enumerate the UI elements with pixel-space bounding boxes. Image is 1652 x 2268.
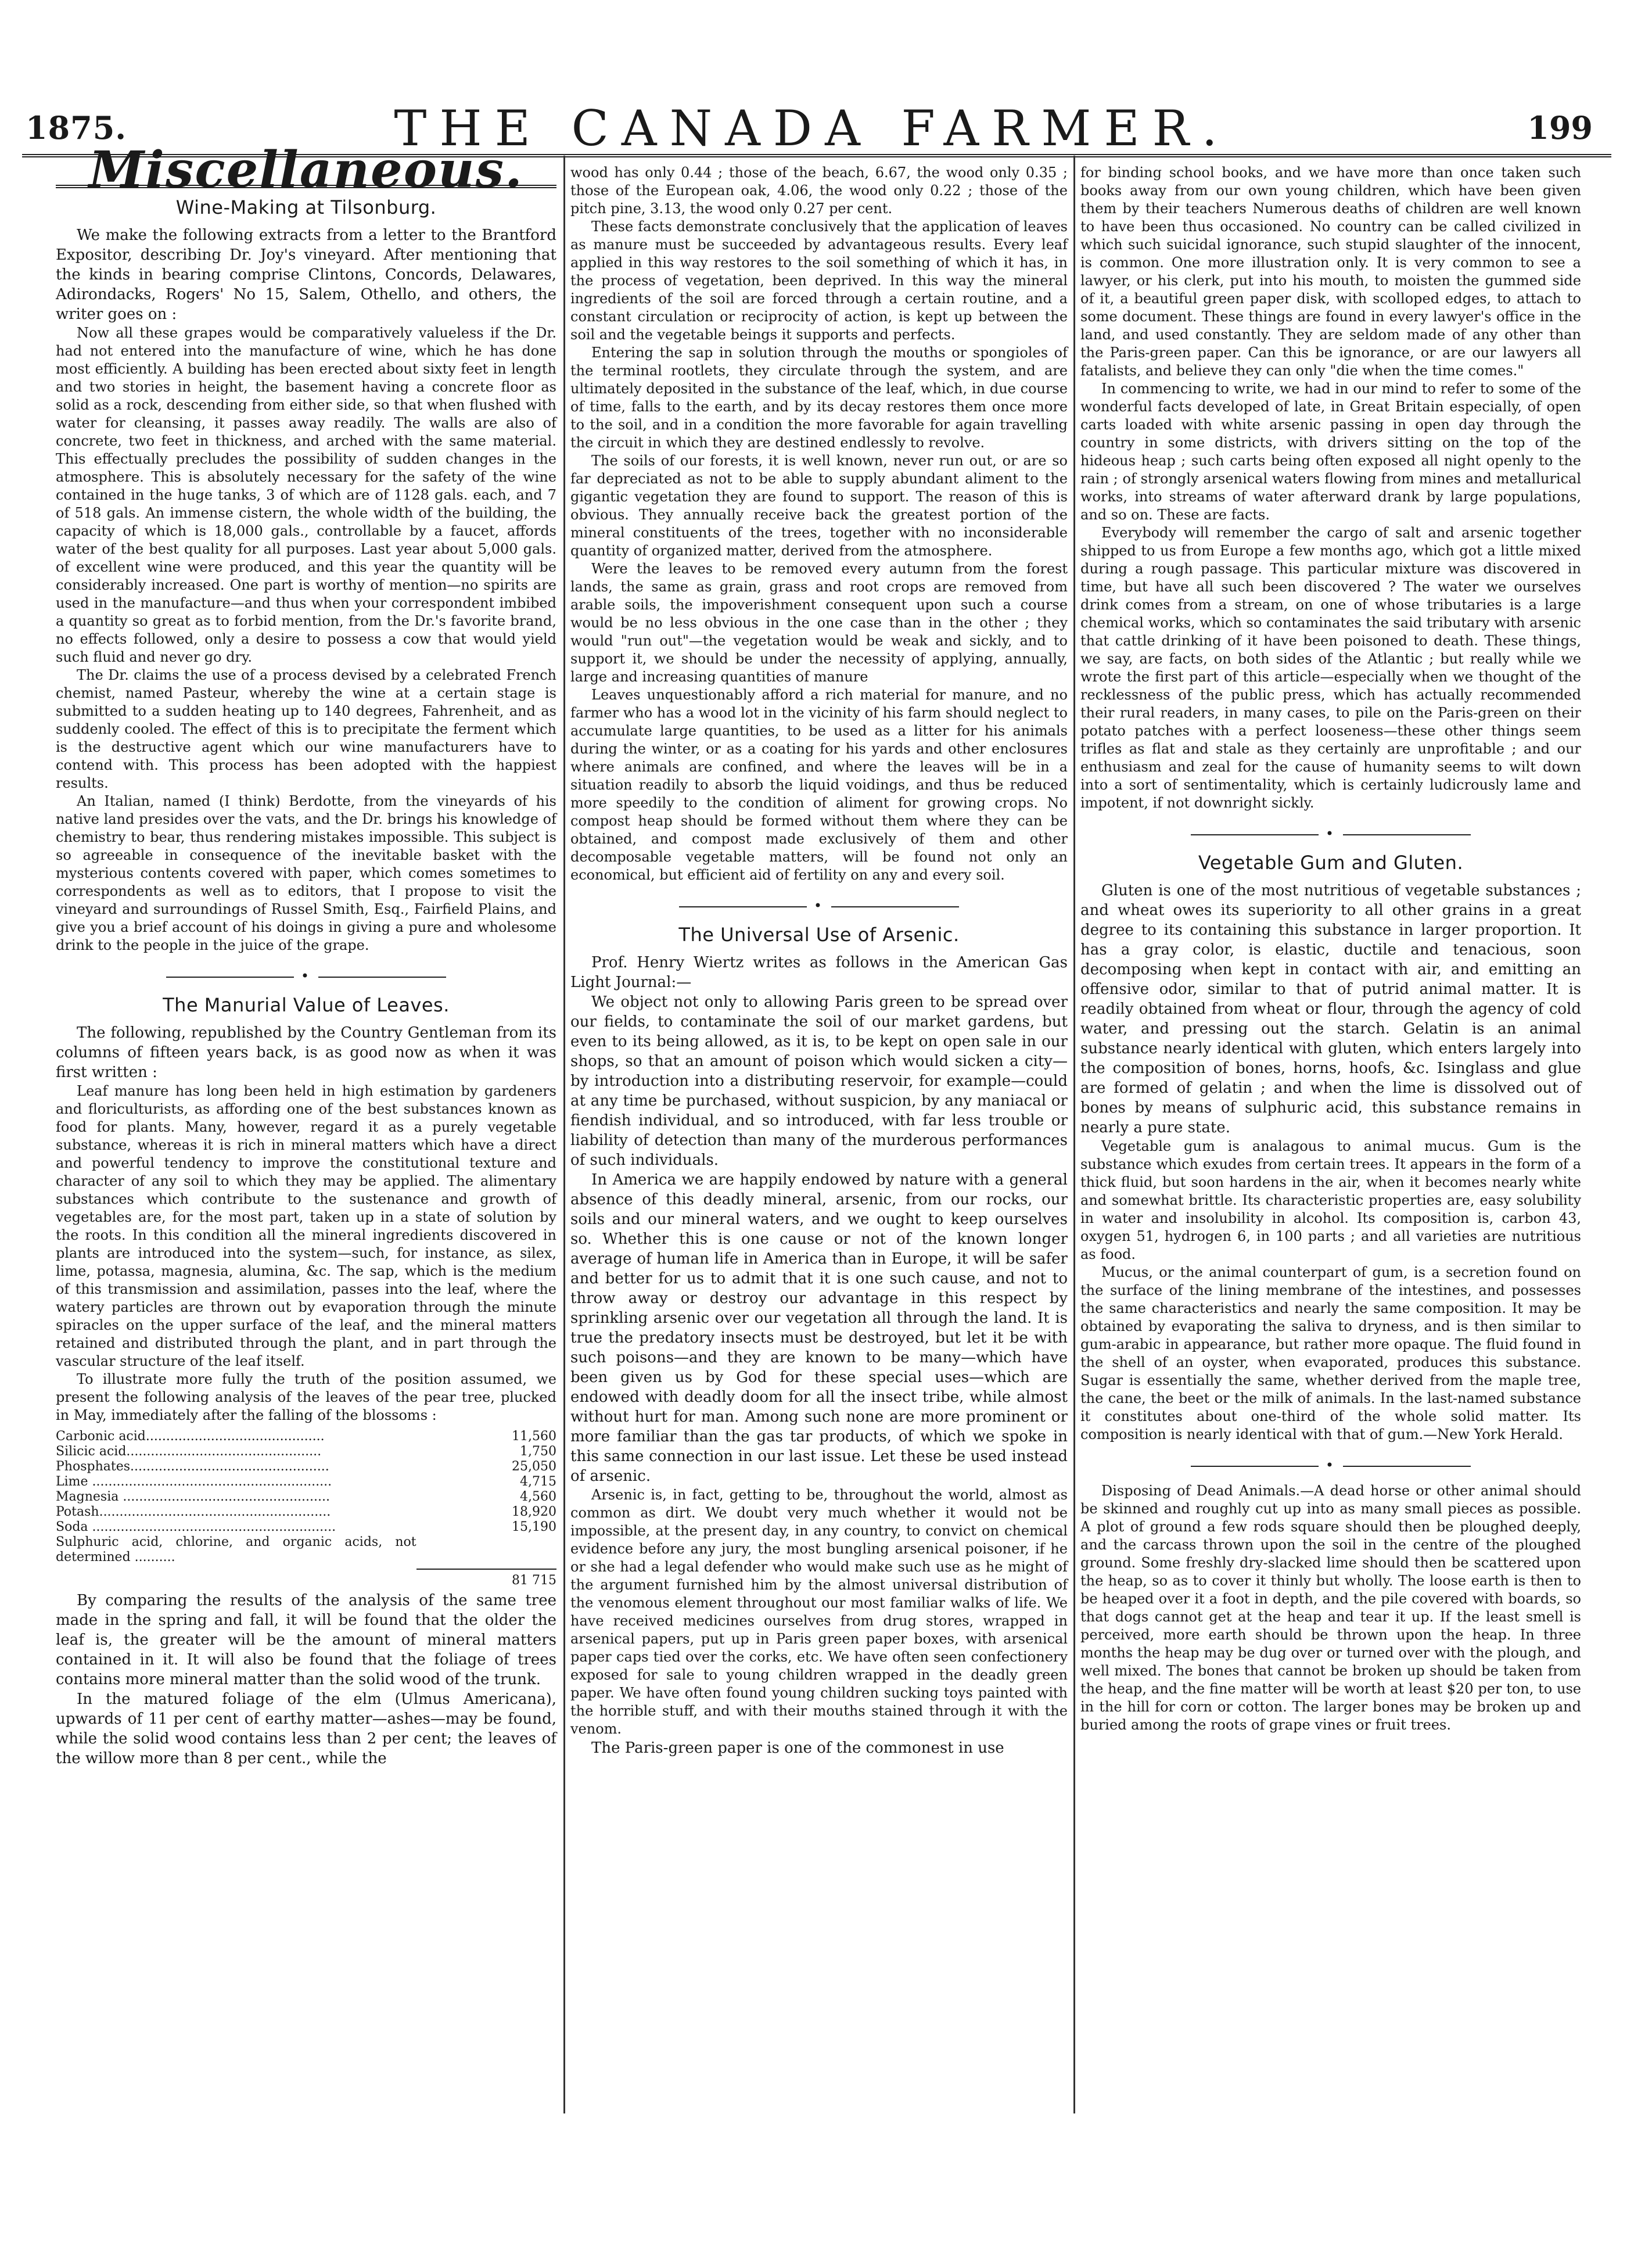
table-row: Carbonic acid............................................ 11,560 (56, 1429, 556, 1444)
paragraph: The following, republished by the Country Gentleman from its columns of fifteen years back, is as good now as when it was first written : (56, 1024, 556, 1081)
paragraph: To illustrate more fully the truth of the position assumed, we present the following analysis of the leaves of the pear tree, plucked in May, immediately after the falling of the blossoms : (56, 1371, 556, 1423)
paragraph: The Paris-green paper is one of the commonest in use (591, 1739, 1004, 1757)
paragraph: In commencing to write, we had in our mind to refer to some of the wonderful facts developed of late, in Great Britain especially, of open carts loaded with white arsenic passing in open day through the country in some districts, with drivers sitting on the top of the hideous heap ; such carts being often exposed all night openly to the rain ; of strongly arsenical waters flowing from mines and metallurical works, into streams of water afterward drank by large populations, and so on. These are facts. (1080, 381, 1581, 523)
table-row: Lime ........................................................... 4,715 (56, 1474, 556, 1489)
article-heading: Wine-Making at Tilsonburg. (175, 196, 437, 218)
divider-ornament: • (1080, 1455, 1581, 1475)
paragraph: The Dr. claims the use of a process devised by a celebrated French chemist, named Pasteur, whereby the wine at a certain stage is submitted to a sudden heating up to 140 degrees, Fahrenheit, and as suddenly cooled. The effect of this is to precipitate the ferment which is the destructive agent which our wine manufacturers have to contend with. This process has been adopted with the happiest results. (56, 667, 556, 791)
divider-ornament: • (1080, 824, 1581, 844)
paragraph: By comparing the results of the analysis of the same tree made in the spring and fall, it will be found that the older the leaf is, the greater will be the amount of mineral matters contained in it. It will also be found that the foliage of trees contains more mineral matter than the solid wood of the trunk. (56, 1592, 556, 1688)
paragraph: Everybody will remember the cargo of salt and arsenic together shipped to us from Europe a few months ago, which got a little mixed during a rough passage. This particular mixture was discovered in time, but have all such been discovered ? The water we ourselves drink comes from a stream, on one of whose tributaries is a large chemical works, which so contaminates the said tributary with arsenic that cattle drinking of it have been poisoned to death. These things, we say, are facts, on both sides of the Atlantic ; but really while we wrote the first part of this article—especially when we thought of the recklessness of the public press, which has actually recommended their rural readers, in many cases, to pile on the Paris-green on their potato patches with a perfect looseness—these other things seem trifles as flat and stale as they certainly are unprofitable ; and our enthusiasm and zeal for the cause of humanity seems to wilt down into a sort of sentimentality, which is certainly ludicrously lame and impotent, if not downright sickly. (1080, 525, 1581, 811)
paragraph: Vegetable gum is analagous to animal mucus. Gum is the substance which exudes from certain trees. It appears in the form of a thick fluid, but soon hardens in the air, when it becomes nearly white and somewhat brittle. Its characteristic properties are, easy solubility in water and insolubility in alcohol. Its composition is, carbon 43, oxygen 51, hydrogen 6, in 100 parts ; and all varieties are nutritious as food. (1080, 1138, 1581, 1262)
paragraph: Prof. Henry Wiertz writes as follows in the American Gas Light Journal:— (570, 954, 1068, 991)
newspaper-title: THE CANADA FARMER. (394, 100, 1230, 157)
paragraph: Now all these grapes would be comparatively valueless if the Dr. had not entered into the manufacture of wine, which he has done most efficiently. A building has been erected about sixty feet in length and two stories in height, the basement having a concrete floor as solid as a rock, descending from either side, so that when flushed with water for cleansing, it passes away readily. The walls are also of concrete, two feet in thickness, and arched with the same material. This effectually precludes the possibility of sudden changes in the atmosphere. This is absolutely necessary for the safety of the wine contained in the huge tanks, 3 of which are of 1128 gals. each, and 7 of 518 gals. An immense cistern, the whole width of the building, the capacity of which is 18,000 gals., controllable by a faucet, affords water of the best quality for all purposes. Last year about 5,000 gals. of excellent wine were produced, and this year the quantity will be considerably increased. One part is worthy of mention—no spirits are used in the manufacture—and thus when your correspondent imbibed a quantity so great as to forbid mention, from the Dr.'s favorite brand, no effects followed, only a desire to possess a cow that would yield such fluid and never go dry. (56, 325, 556, 665)
table-row: Potash......................................................... 18,920 (56, 1505, 556, 1519)
column-2 (570, 164, 1068, 1758)
paragraph: We make the following extracts from a letter to the Brantford Expositor, describing Dr. Joy's vineyard. After mentioning that the kinds in bearing comprise Clintons, Concords, Delawares, Adirondacks, Rogers' No 15, Salem, Othello, and others, the writer goes on : (56, 227, 556, 323)
article-heading: Vegetable Gum and Gluten. (1198, 852, 1464, 874)
table-row: Sulphuric acid, chlorine, and organic acids, not determined .......... (56, 1535, 416, 1564)
paragraph: The soils of our forests, it is well known, never run out, or are so far depreciated as not to be able to supply abundant aliment to the gigantic vegetation they are found to support. The reason of this is obvious. They annually receive back the greatest portion of the mineral constituents of the trees, together with no inconsiderable quantity of organized matter, derived from the atmosphere. (570, 453, 1068, 559)
divider-ornament: • (570, 896, 1068, 916)
section-title: Miscellaneous. (89, 141, 523, 199)
paragraph: In America we are happily endowed by nature with a general absence of this deadly mineral, arsenic, from our rocks, our soils and our mineral waters, and we ought to keep ourselves so. Whether this is one cause or not of the known longer average of human life in America than in Europe, it will be safer and better for us to admit that it is one such cause, and not to throw away or destroy our advantage in this respect by sprinkling arsenic over our vegetation all through the land. It is true the predatory insects must be destroyed, but let it be with such poisons—and they are known to be many—which have been given us by God for these special uses—which are endowed with deadly doom for all the insect tribe, while almost without hurt for man. Among such none are more prominent or more familiar than the gas tar products, of which we spoke in this same connection in our last issue. Let these be used instead of arsenic. (570, 1171, 1068, 1485)
paragraph: Leaves unquestionably afford a rich material for manure, and no farmer who has a wood lot in the vicinity of his farm should neglect to accumulate large quantities, to be used as a litter for his animals during the winter, or as a coating for his yards and other enclosures where animals are confined, and where the leaves will be in a situation readily to absorb the liquid voidings, and thus be reduced more speedily to the condition of aliment for growing crops. No compost heap should be formed without them where they can be obtained, and compost made exclusively of them and other decomposable vegetable matters, will be found not only an economical, but efficient aid of fertility on any and every soil. (570, 687, 1068, 883)
paragraph: These facts demonstrate conclusively that the application of leaves as manure must be succeeded by advantageous results. Every leaf applied in this way restores to the soil something of which it has, in the process of vegetation, been deprived. In this way the mineral ingredients of the soil are forced through a certain routine, and a constant circulation or reciprocity of action, is kept up between the soil and the vegetable beings it supports and perfects. (570, 218, 1068, 343)
paragraph: Were the leaves to be removed every autumn from the forest lands, the same as grain, grass and root crops are removed from arable soils, the impoverishment consequent upon such a course would be no less obvious in the one case than in the other ; they would "run out"—the vegetation would be weak and sickly, and to support it, we should be under the necessity of applying, annually, large and increasing quantities of manure (570, 561, 1068, 685)
analysis-table (56, 1429, 556, 1565)
paragraph: Entering the sap in solution through the mouths or spongioles of the terminal rootlets, they circulate through the system, and are ultimately deposited in the substance of the leaf, which, in due course of time, falls to the earth, and by its decay restores them once more to the soil, and in a condition the more favorable for again travelling the circuit in which they are destined endlessly to revolve. (570, 344, 1068, 451)
column-divider (1073, 156, 1075, 2113)
page-number: 199 (1527, 109, 1593, 146)
paragraph: wood has only 0.44 ; those of the beach, 6.67, the wood only 0.35 ; those of the European oak, 4.06, the wood only 0.22 ; those of the pitch pine, 3.13, the wood only 0.27 per cent. (570, 164, 1068, 217)
table-row: Soda ............................................................ 15,190 (56, 1520, 556, 1534)
paragraph: We object not only to allowing Paris green to be spread over our fields, to contaminate the soil of our market gardens, but even to its being allowed, as it is, to be kept on open sale in our shops, so that an amount of poison which would sicken a city—by introduction into a distributing reservoir, for example—could at any time be purchased, without suspicion, by any maniacal or fiendish individual, and so introduced, with far less trouble or liability of detection than many of the murderous performances of such individuals. (570, 993, 1068, 1169)
divider-ornament: • (56, 966, 556, 986)
table-row: Phosphates................................................. 25,050 (56, 1459, 556, 1474)
paragraph: for binding school books, and we have more than once taken such books away from our own young children, which have been given them by their teachers Numerous deaths of children are well known to have been thus occasioned. No country can be called civilized in which such suicidal ignorance, such stupid slaughter of the innocent, is common. One more illustration only. It is very common to see a lawyer, or his clerk, put into his mouth, to moisten the gummed side of it, a beautiful green paper disk, with scolloped edges, to attach to some document. These things are found in every lawyer's office in the land, and used constantly. They are seldom made of any other than the Paris-green paper. Can this be ignorance, or are our lawyers all fatalists, and believe they can only "die when the time comes." (1080, 164, 1581, 379)
table-row: Magnesia ................................................... 4,560 (56, 1490, 556, 1504)
table-row: Silicic acid................................................ 1,750 (56, 1444, 556, 1459)
paragraph: Arsenic is, in fact, getting to be, throughout the world, almost as common as dirt. We doubt very much whether it would not be impossible, at the present day, in any country, to convict on chemical evidence before any jury, the most bungling arsenical poisoner, if he or she had a legal defender who would make such use as he might of the argument furnished him by the almost universal distribution of the venomous element throughout our most familiar walks of life. We have received medicines ourselves from drug stores, wrapped in arsenical papers, put up in Paris green paper boxes, with arsenical paper caps tied over the corks, etc. We have often seen confectionery exposed for sale to young children wrapped in the deadly green paper. We have often found young children sucking toys painted with the horrible stuff, and with their mouths stained through it with the venom. (570, 1487, 1068, 1737)
article-heading: The Universal Use of Arsenic. (678, 924, 960, 946)
article-heading: The Manurial Value of Leaves. (163, 994, 450, 1016)
issue-year: 1875. (26, 109, 127, 146)
paragraph: Mucus, or the animal counterpart of gum, is a secretion found on the surface of the lining membrane of the intestines, and possesses the same characteristics and nearly the same composition. It may be obtained by evaporating the saliva to dryness, and is then similar to gum-arabic in appearance, but rather more opaque. The fluid found in the shell of an oyster, when evaporated, produces this substance. Sugar is essentially the same, whether derived from the maple tree, the cane, the beet or the milk of animals. In the last-named substance it constitutes about one-third of the whole solid matter. Its composition is nearly identical with that of gum.—New York Herald. (1080, 1264, 1581, 1442)
paragraph: In the matured foliage of the elm (Ulmus Americana), upwards of 11 per cent of earthy matter—ashes—may be found, while the solid wood contains less than 2 per cent; the leaves of the willow more than 8 per cent., while the (56, 1691, 556, 1767)
paragraph: An Italian, named (I think) Berdotte, from the vineyards of his native land presides over the vats, and the Dr. brings his knowledge of chemistry to bear, thus rendering mistakes impossible. This subject is so agreeable in consequence of the inevitable basket with the mysterious contents covered with paper, which comes sometimes to correspondents as well as to editors, that I propose to visit the vineyard and surroundings of Russel Smith, Esq., Fairfield Plains, and give you a brief account of his doings in giving a pure and wholesome drink to the people in the juice of the grape. (56, 793, 556, 953)
paragraph: Leaf manure has long been held in high estimation by gardeners and floriculturists, as affording one of the best substances known as food for plants. Many, however, regard it as a purely vegetable substance, whereas it is rich in mineral matters which have a direct and powerful tendency to improve the constitutional texture and character of any soil to which they may be applied. The alimentary substances which contribute to the sustenance and growth of vegetables are, for the most part, taken up in a state of solution by the roots. In this condition all the mineral ingredients discovered in plants are introduced into the system—such, for instance, as silex, lime, potassa, magnesia, alumina, &c. The sap, which is the medium of this transmission and assimilation, passes into the leaf, where the watery particles are thrown out by evaporation through the minute spiracles on the upper surface of the leaf, and the mineral matters retained and distributed through the plant, and in part through the vascular structure of the leaf itself. (56, 1083, 556, 1369)
paragraph: Gluten is one of the most nutritious of vegetable substances ; and wheat owes its superiority to all other grains in a great degree to its containing this substance in larger proportion. It has a gray color, is elastic, ductile and tenacious, soon decomposing when kept in contact with air, and emitting an offensive odor, similar to that of putrid animal matter. It is readily obtained from wheat or flour, through the agency of cold water, and pressing out the starch. Gelatin is an animal substance nearly identical with gluten, which enters largely into the composition of bones, horns, hoofs, &c. Isinglass and glue are formed of gelatin ; and when the lime is dissolved out of bones by means of sulphuric acid, this substance remains in nearly a pure state. (1080, 882, 1581, 1136)
analysis-total: 81 715 (416, 1569, 556, 1591)
column-1 (56, 141, 556, 1768)
column-3 (1080, 164, 1581, 1734)
column-divider (563, 156, 565, 2113)
paragraph: Disposing of Dead Animals.—A dead horse or other animal should be skinned and roughly cut up into as many small pieces as possible. A plot of ground a few rods square should then be ploughed deeply, and the carcass thrown upon the soil in the centre of the ploughed ground. Some freshly dry-slacked lime should then be scattered upon the heap, so as to cover it thinly but wholly. The loose earth is then to be heaped over it a foot in depth, and the pile covered with boards, so that dogs cannot get at the heap and tear it up. If the least smell is perceived, more earth should be thrown upon the heap. In three months the heap may be dug over or turned over with the plough, and well mixed. The bones that cannot be broken up should be taken from the heap, and the fine matter will be worth at least $20 per ton, to use in the hill for corn or cotton. The larger bones may be broken up and buried among the roots of grape vines or fruit trees. (1080, 1483, 1581, 1733)
